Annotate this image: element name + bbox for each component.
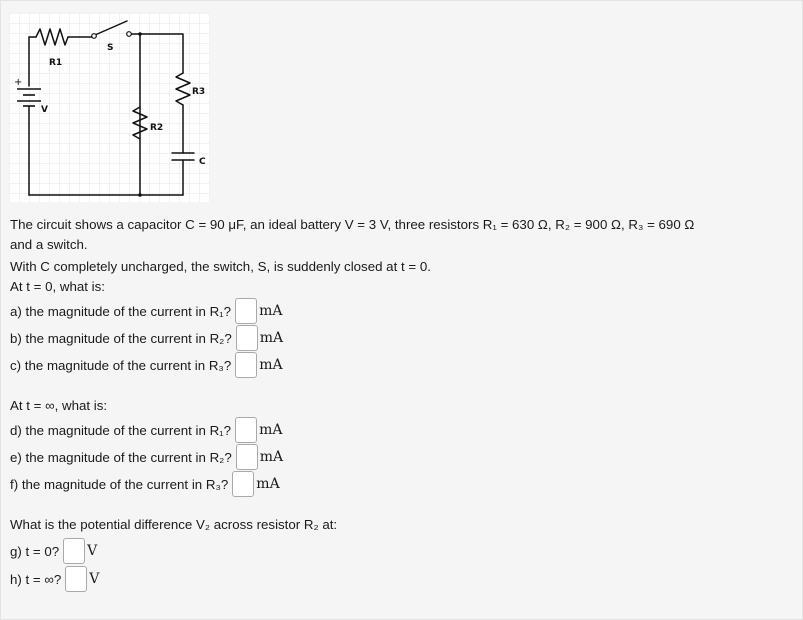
battery-plus-label: + <box>14 77 23 88</box>
junction-top <box>138 32 142 36</box>
question-f-row <box>10 471 280 497</box>
question-b-row <box>10 325 283 351</box>
unit-g: V <box>87 543 98 559</box>
label-r2: R2 <box>150 123 164 133</box>
question-d-row <box>10 417 282 443</box>
question-e-row <box>10 444 283 470</box>
v2-heading: What is the potential difference V₂ across resistor R₂ at: <box>10 517 338 532</box>
unit-h: V <box>89 571 100 587</box>
unit-d: mA <box>259 422 283 438</box>
answer-e-input[interactable] <box>236 444 258 470</box>
answer-b-input[interactable] <box>236 325 258 351</box>
question-c-row <box>10 352 283 378</box>
question-e-label: e) the magnitude of the current in R₂? <box>10 449 232 465</box>
label-r3: R3 <box>192 87 206 97</box>
answer-c-input[interactable] <box>235 352 257 378</box>
switch-contact-left <box>92 34 97 39</box>
problem-intro-line3: With C completely uncharged, the switch, S, is suddenly closed at t = 0. <box>10 259 431 274</box>
label-c: C <box>199 157 206 167</box>
unit-c: mA <box>259 357 283 373</box>
switch-contact-right <box>127 32 132 37</box>
unit-a: mA <box>259 303 283 319</box>
answer-h-input[interactable] <box>65 566 87 592</box>
label-v: V <box>41 105 48 115</box>
question-h-label: h) t = ∞? <box>10 571 62 587</box>
problem-intro-line1: The circuit shows a capacitor C = 90 μF, an ideal battery V = 3 V, three resistors R₁ = 630 Ω, R₂ = 900 Ω, R₃ = 690 Ω <box>10 217 695 232</box>
question-f-label: f) the magnitude of the current in R₃? <box>10 476 229 492</box>
circuit-diagram <box>9 13 210 202</box>
question-b-label: b) the magnitude of the current in R₂? <box>10 330 232 346</box>
question-c-label: c) the magnitude of the current in R₃? <box>10 357 232 373</box>
answer-f-input[interactable] <box>232 471 254 497</box>
unit-f: mA <box>256 476 280 492</box>
at-t0-heading: At t = 0, what is: <box>10 279 105 294</box>
answer-d-input[interactable] <box>235 417 257 443</box>
answer-a-input[interactable] <box>235 298 257 324</box>
junction-bottom <box>138 193 142 197</box>
unit-b: mA <box>259 330 284 346</box>
label-s: S <box>107 43 114 53</box>
question-d-label: d) the magnitude of the current in R₁? <box>10 422 232 438</box>
question-a-row <box>10 298 282 324</box>
question-h-row <box>10 566 99 592</box>
at-tinf-heading: At t = ∞, what is: <box>10 398 108 413</box>
answer-g-input[interactable] <box>63 538 85 564</box>
problem-intro-line2: and a switch. <box>10 237 88 252</box>
label-r1: R1 <box>49 58 63 68</box>
question-a-label: a) the magnitude of the current in R₁? <box>10 303 232 319</box>
question-g-label: g) t = 0? <box>10 543 60 559</box>
question-g-row <box>10 538 97 564</box>
unit-e: mA <box>259 449 284 465</box>
